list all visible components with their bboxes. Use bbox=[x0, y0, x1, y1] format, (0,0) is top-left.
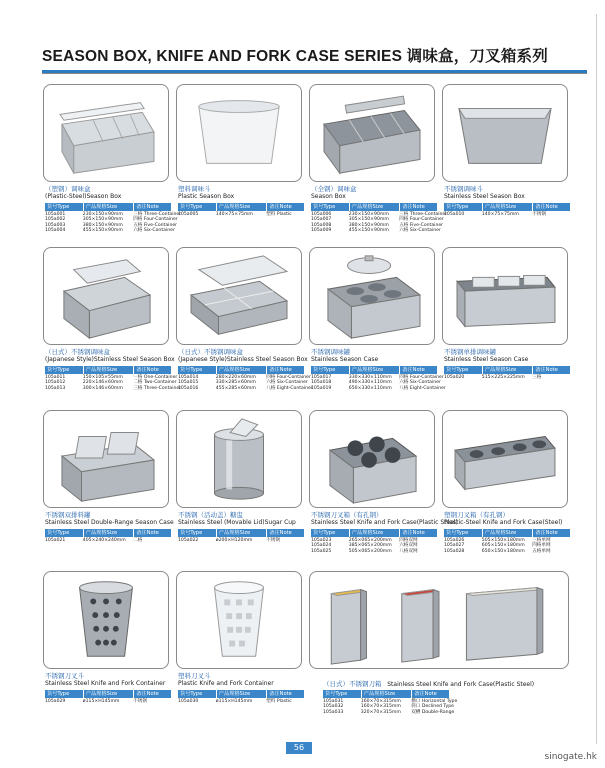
spec-table-cell: 五格 Five-Container bbox=[399, 222, 444, 228]
spec-table-cell: 160×70×315mm bbox=[360, 704, 401, 710]
spec-table-cell: 265×065×200mm bbox=[348, 538, 392, 543]
spec-table-cell: 305×150×90mm bbox=[82, 217, 123, 223]
spec-table-cell: 515×225×225mm bbox=[481, 375, 525, 380]
product-image-knife-fork-case-plastic bbox=[442, 410, 568, 508]
spec-table-cell: 105a001 bbox=[45, 212, 66, 217]
product-image-plastic-season-box bbox=[176, 84, 302, 182]
spec-table-cell: 二格 Two-Container bbox=[133, 380, 177, 386]
spec-table-header-cell: 备注Note bbox=[266, 690, 304, 698]
spec-table-header bbox=[178, 203, 304, 211]
spec-table-header-cell: 货号Type bbox=[313, 204, 336, 210]
spec-table-header-cell: 货号Type bbox=[180, 691, 203, 697]
product-image-japanese-knife-case bbox=[309, 571, 569, 669]
spec-table-header-cell: 备注Note bbox=[266, 366, 304, 374]
product-image-knife-fork-container-plastic bbox=[176, 571, 302, 669]
spec-table bbox=[45, 366, 182, 391]
spec-table-header-cell: 货号Type bbox=[180, 367, 203, 373]
product-name-en: (Plastic-Steel)Season Box bbox=[45, 193, 122, 200]
product-name-cn: 塑料调味斗 bbox=[178, 185, 211, 193]
product-name-cn: 不锈钢刀叉斗 bbox=[45, 672, 84, 680]
product-image-stainless-season-box bbox=[442, 84, 568, 182]
spec-table-cell: 五格单网 bbox=[532, 548, 551, 554]
product-name-cn: 不锈钢调味罐 bbox=[311, 348, 350, 356]
spec-table-cell: 不锈钢 bbox=[266, 538, 280, 543]
spec-table-cell: 三格单网 bbox=[532, 538, 551, 543]
page-title: SEASON BOX, KNIFE AND FORK CASE SERIES 调味盒，刀叉箱系列 bbox=[42, 48, 548, 65]
product-name-en: Stainless Steel Double-Range Season Case bbox=[45, 519, 174, 526]
spec-table bbox=[311, 529, 437, 554]
spec-table-row bbox=[311, 228, 441, 234]
spec-table-cell: 四格双网 bbox=[399, 538, 418, 543]
spec-table-cell: 105a002 bbox=[45, 217, 66, 223]
spec-table-cell: 六格双网 bbox=[399, 543, 418, 549]
spec-table-cell: 105a015 bbox=[178, 380, 199, 386]
spec-table-cell: 380×150×90mm bbox=[348, 222, 389, 228]
spec-table-cell: 六格 Six-Container bbox=[399, 228, 441, 234]
spec-table-header bbox=[323, 690, 449, 698]
product-name-cn: （日式）不锈钢调味盒 bbox=[178, 348, 243, 356]
spec-table-cell: 305×150×90mm bbox=[348, 217, 389, 223]
spec-table bbox=[444, 529, 570, 554]
spec-table-cell: 105a018 bbox=[311, 380, 332, 386]
product-image-single-row-season-case bbox=[442, 247, 568, 345]
spec-table-header-cell: 备注Note bbox=[266, 529, 304, 537]
spec-table-cell: 505×150×180mm bbox=[481, 538, 525, 543]
spec-table-header bbox=[178, 366, 304, 374]
spec-table-cell: 650×330×110mm bbox=[348, 385, 392, 391]
product-name-cn: 塑料刀叉斗 bbox=[178, 672, 211, 680]
spec-table-cell: 300×146×60mm bbox=[82, 385, 123, 391]
product-name-en: Stainless Steel (Movable Lid)Sugar Cup bbox=[178, 519, 296, 526]
spec-table-header-cell: 货号Type bbox=[446, 204, 469, 210]
product-name-en: Stainless Steel Knife and Fork Case(Plastic Steel) bbox=[387, 681, 535, 688]
site-watermark: sinogate.hk bbox=[544, 752, 597, 762]
spec-table-cell: 105a021 bbox=[45, 538, 66, 543]
product-image-season-box bbox=[309, 84, 435, 182]
spec-table-cell: 455×150×90mm bbox=[82, 228, 123, 234]
spec-table-cell: 105a005 bbox=[178, 212, 199, 217]
spec-table-cell: 105a025 bbox=[311, 548, 332, 554]
spec-table-row bbox=[45, 538, 171, 543]
product-image-double-range-season-case bbox=[43, 410, 169, 508]
spec-table-header bbox=[45, 690, 171, 698]
spec-table bbox=[323, 690, 458, 715]
spec-table-row bbox=[311, 549, 437, 554]
product-name-cn: （日式）不锈钢调味盒 bbox=[45, 348, 110, 356]
spec-table-header-cell: 备注Note bbox=[411, 690, 449, 698]
spec-table-header-cell: 备注Note bbox=[133, 366, 171, 374]
spec-table-cell: 六格 Six-Container bbox=[133, 228, 175, 234]
spec-table-row bbox=[178, 212, 304, 217]
spec-table-header-cell: 备注Note bbox=[133, 690, 171, 698]
page-number: 56 bbox=[286, 742, 312, 754]
spec-table-cell: 六格 Six-Container bbox=[266, 380, 308, 386]
spec-table-cell: 380×150×90mm bbox=[82, 222, 123, 228]
spec-table-cell: 105a027 bbox=[444, 543, 465, 549]
spec-table-header bbox=[444, 366, 570, 374]
header-rule-thin bbox=[42, 73, 587, 74]
spec-table-cell: 105a028 bbox=[444, 548, 465, 554]
spec-table-row bbox=[45, 699, 171, 704]
spec-table-cell: 140×75×75mm bbox=[481, 212, 519, 217]
spec-table-row bbox=[444, 549, 570, 554]
spec-table bbox=[45, 690, 171, 704]
spec-table-header-cell: 产品规格Size bbox=[216, 690, 266, 698]
spec-table-cell: 斜口 Declined Type bbox=[411, 704, 454, 710]
product-name-cn: 不锈钢调味斗 bbox=[444, 185, 483, 193]
page-header bbox=[42, 44, 587, 74]
spec-table-cell: 八格 Eight-Container bbox=[399, 385, 446, 391]
spec-table-cell: 105a009 bbox=[311, 228, 332, 234]
product-name-en: Plastic Knife and Fork Container bbox=[178, 680, 274, 687]
spec-table-cell: 八格 Eight-Container bbox=[266, 385, 313, 391]
spec-table-cell: 四格 Four-Container bbox=[399, 217, 444, 223]
spec-table-cell: 150×105×55mm bbox=[82, 375, 123, 380]
spec-table-cell: 650×150×180mm bbox=[481, 548, 525, 554]
spec-table-cell: 105a019 bbox=[311, 385, 332, 391]
spec-table-cell: 385×065×200mm bbox=[348, 543, 392, 549]
spec-table-cell: 230×150×90mm bbox=[82, 212, 123, 217]
product-name-en: Plastic Season Box bbox=[178, 193, 235, 200]
spec-table-header-cell: 货号Type bbox=[313, 367, 336, 373]
spec-table-cell: 105a023 bbox=[311, 538, 332, 543]
spec-table-cell: ø200×H120mm bbox=[215, 538, 253, 543]
spec-table-cell: 105a012 bbox=[45, 380, 66, 386]
spec-table-header-cell: 备注Note bbox=[133, 529, 171, 537]
spec-table-header-cell: 产品规格Size bbox=[349, 366, 399, 374]
product-name-cn: 不锈钢（活动盖）糖盅 bbox=[178, 511, 243, 519]
spec-table-cell: 105a026 bbox=[444, 538, 465, 543]
spec-table-cell: 不锈钢 bbox=[133, 699, 147, 704]
spec-table-header-cell: 产品规格Size bbox=[361, 690, 411, 698]
spec-table-cell: 四格 Four-Container bbox=[133, 217, 178, 223]
product-image-stainless-season-case bbox=[309, 247, 435, 345]
spec-table-cell: ø115×H145mm bbox=[215, 699, 253, 704]
spec-table-cell: 105a008 bbox=[311, 222, 332, 228]
spec-table-cell: 105a031 bbox=[323, 699, 344, 704]
product-image-japanese-season-box-multi bbox=[176, 247, 302, 345]
spec-table-row bbox=[45, 385, 182, 391]
spec-table-cell: 105a006 bbox=[311, 212, 332, 217]
spec-table bbox=[178, 529, 304, 543]
product-image-knife-fork-case-steel bbox=[309, 410, 435, 508]
spec-table-cell: 二格 bbox=[133, 538, 143, 543]
spec-table-header-cell: 备注Note bbox=[532, 529, 570, 537]
spec-table-cell: 105a014 bbox=[178, 375, 199, 380]
product-name-cn: 不锈钢刀叉箱（有孔钢） bbox=[311, 511, 383, 519]
spec-table-header-cell: 货号Type bbox=[446, 367, 469, 373]
spec-table-header-cell: 货号Type bbox=[446, 530, 469, 536]
spec-table-cell: 105a016 bbox=[178, 385, 199, 391]
spec-table-cell: 105a007 bbox=[311, 217, 332, 223]
spec-table-cell: 105a022 bbox=[178, 538, 199, 543]
spec-table-cell: 四格 Four-Container bbox=[266, 375, 311, 380]
spec-table-header bbox=[311, 203, 437, 211]
spec-table-cell: 不锈钢 bbox=[532, 212, 546, 217]
spec-table-header bbox=[45, 529, 171, 537]
spec-table-header-cell: 产品规格Size bbox=[216, 529, 266, 537]
product-name-en: Plastic-Steel Knife and Fork Case(Steel) bbox=[444, 519, 563, 526]
spec-table-cell: 105a017 bbox=[311, 375, 332, 380]
spec-table-header-cell: 产品规格Size bbox=[83, 366, 133, 374]
product-name-cn: 塑钢刀叉箱（有孔钢） bbox=[444, 511, 509, 519]
spec-table-header bbox=[45, 366, 171, 374]
spec-table bbox=[444, 366, 570, 380]
product-name-cn: 不锈钢双排料罐 bbox=[45, 511, 91, 519]
spec-table bbox=[311, 366, 446, 391]
spec-table bbox=[311, 203, 448, 234]
spec-table-cell: 105a030 bbox=[178, 699, 199, 704]
spec-table bbox=[178, 690, 304, 704]
spec-table-cell: 105a029 bbox=[45, 699, 66, 704]
spec-table-cell: 330×285×60mm bbox=[215, 380, 256, 386]
product-image-knife-fork-container-steel bbox=[43, 571, 169, 669]
product-name-en: (Japanese Style)Stainless Steel Season Box bbox=[178, 356, 308, 363]
spec-table bbox=[45, 529, 171, 543]
spec-table-header-cell: 产品规格Size bbox=[216, 203, 266, 211]
spec-table-header-cell: 备注Note bbox=[532, 366, 570, 374]
spec-table bbox=[444, 203, 570, 217]
spec-table-cell: 105a020 bbox=[444, 375, 465, 380]
spec-table-header-cell: 产品规格Size bbox=[349, 529, 399, 537]
spec-table-cell: 320×70×315mm bbox=[360, 709, 401, 715]
spec-table-cell: 五格 Five-Container bbox=[133, 222, 178, 228]
product-name-cn: 不锈钢单排调味罐 bbox=[444, 348, 496, 356]
spec-table-cell: 105a013 bbox=[45, 385, 66, 391]
spec-table-cell: ø115×H145mm bbox=[82, 699, 120, 704]
spec-table-cell: 140×75×75mm bbox=[215, 212, 253, 217]
spec-table-header-cell: 货号Type bbox=[325, 691, 348, 697]
spec-table-cell: 280×220×60mm bbox=[215, 375, 256, 380]
spec-table-header-cell: 货号Type bbox=[47, 530, 70, 536]
spec-table-cell: 105a003 bbox=[45, 222, 66, 228]
product-name-en: Stainless Steel Knife and Fork Case(Plastic Steel) bbox=[311, 519, 458, 526]
spec-table-header bbox=[311, 529, 437, 537]
spec-table bbox=[178, 203, 304, 217]
spec-table-header bbox=[444, 529, 570, 537]
spec-table-cell: 490×330×110mm bbox=[348, 380, 392, 386]
spec-table-cell: 505×065×200mm bbox=[348, 548, 392, 554]
spec-table-header-cell: 产品规格Size bbox=[482, 203, 532, 211]
spec-table-cell: 105a032 bbox=[323, 704, 344, 710]
spec-table-cell: 405×240×240mm bbox=[82, 538, 126, 543]
spec-table-cell: 160×70×315mm bbox=[360, 699, 401, 704]
spec-table-cell: 三格 Three-Container bbox=[399, 212, 448, 217]
spec-table-row bbox=[45, 228, 175, 234]
spec-table-header bbox=[178, 529, 304, 537]
spec-table-cell: 四格 Four-Container bbox=[399, 375, 444, 380]
spec-table-cell: 塑料 Plastic bbox=[266, 699, 292, 704]
spec-table-cell: 220×146×60mm bbox=[82, 380, 123, 386]
product-name-en: Stainless Steel Season Case bbox=[444, 356, 529, 363]
product-name-cn: （塑钢）调味盒 bbox=[45, 185, 91, 193]
spec-table-cell: 455×150×90mm bbox=[348, 228, 389, 234]
spec-table-header-cell: 备注Note bbox=[532, 203, 570, 211]
spec-table-header-cell: 货号Type bbox=[47, 204, 70, 210]
spec-table-cell: 230×150×90mm bbox=[348, 212, 389, 217]
product-name-en: Season Box bbox=[311, 193, 346, 200]
spec-table-cell: 塑料 Plastic bbox=[266, 212, 292, 217]
spec-table-cell: 四格单网 bbox=[532, 543, 551, 549]
spec-table-header-cell: 货号Type bbox=[313, 530, 336, 536]
product-image-japanese-season-box bbox=[43, 247, 169, 345]
spec-table-header-cell: 产品规格Size bbox=[83, 203, 133, 211]
spec-table-header-cell: 备注Note bbox=[266, 203, 304, 211]
product-name-cn: （全钢）调味盒 bbox=[311, 185, 357, 193]
spec-table-header-cell: 备注Note bbox=[399, 529, 437, 537]
spec-table-header bbox=[311, 366, 437, 374]
spec-table-header-cell: 货号Type bbox=[180, 530, 203, 536]
spec-table-cell: 双槽 Double-Range bbox=[411, 709, 455, 715]
spec-table bbox=[178, 366, 313, 391]
spec-table-row bbox=[178, 699, 304, 704]
spec-table-cell: 105a033 bbox=[323, 709, 344, 715]
product-name-en: Stainless Season Case bbox=[311, 356, 379, 363]
spec-table-cell: 一格 One-Container bbox=[133, 375, 178, 380]
spec-table-header bbox=[45, 203, 171, 211]
product-name-en: Stainless Steel Season Box bbox=[444, 193, 525, 200]
spec-table-header bbox=[444, 203, 570, 211]
spec-table-cell: 三格 bbox=[532, 375, 542, 380]
spec-table-row bbox=[323, 709, 455, 715]
spec-table-header-cell: 产品规格Size bbox=[482, 529, 532, 537]
spec-table-cell: 330×330×110mm bbox=[348, 375, 392, 380]
spec-table-cell: 105a004 bbox=[45, 228, 66, 234]
spec-table-cell: 三格 Three-Container bbox=[133, 212, 182, 217]
product-image-plastic-steel-season-box bbox=[43, 84, 169, 182]
spec-table-cell: 105a010 bbox=[444, 212, 465, 217]
spec-table-header-cell: 备注Note bbox=[399, 366, 437, 374]
spec-table-header-cell: 产品规格Size bbox=[349, 203, 399, 211]
spec-table bbox=[45, 203, 182, 234]
spec-table-header-cell: 产品规格Size bbox=[83, 529, 133, 537]
spec-table-row bbox=[444, 375, 570, 380]
product-name-en: Stainless Steel Knife and Fork Container bbox=[45, 680, 166, 687]
spec-table-row bbox=[178, 385, 313, 391]
spec-table-header-cell: 产品规格Size bbox=[83, 690, 133, 698]
spec-table-cell: 三格 Three-Container bbox=[133, 385, 182, 391]
spec-table-header-cell: 备注Note bbox=[399, 203, 437, 211]
spec-table-header-cell: 备注Note bbox=[133, 203, 171, 211]
product-image-sugar-cup bbox=[176, 410, 302, 508]
spec-table-cell: 八格双网 bbox=[399, 548, 418, 554]
spec-table-header-cell: 产品规格Size bbox=[216, 366, 266, 374]
spec-table-header bbox=[178, 690, 304, 698]
spec-table-row bbox=[178, 538, 304, 543]
product-name-en: (Japanese Style)Stainless Steel Season Box bbox=[45, 356, 175, 363]
spec-table-cell: 105a024 bbox=[311, 543, 332, 549]
spec-table-row bbox=[444, 212, 570, 217]
spec-table-header-cell: 货号Type bbox=[180, 204, 203, 210]
spec-table-cell: 横口 Horizontal Type bbox=[411, 699, 458, 704]
page-border bbox=[596, 14, 597, 744]
spec-table-header-cell: 货号Type bbox=[47, 691, 70, 697]
spec-table-header-cell: 货号Type bbox=[47, 367, 70, 373]
spec-table-cell: 105a011 bbox=[45, 375, 66, 380]
spec-table-cell: 605×150×180mm bbox=[481, 543, 525, 549]
product-name-cn: （日式）不锈钢刀箱 bbox=[323, 680, 382, 688]
spec-table-header-cell: 产品规格Size bbox=[482, 366, 532, 374]
spec-table-cell: 455×285×60mm bbox=[215, 385, 256, 391]
spec-table-row bbox=[311, 385, 446, 391]
spec-table-cell: 六格 Six-Container bbox=[399, 380, 441, 386]
